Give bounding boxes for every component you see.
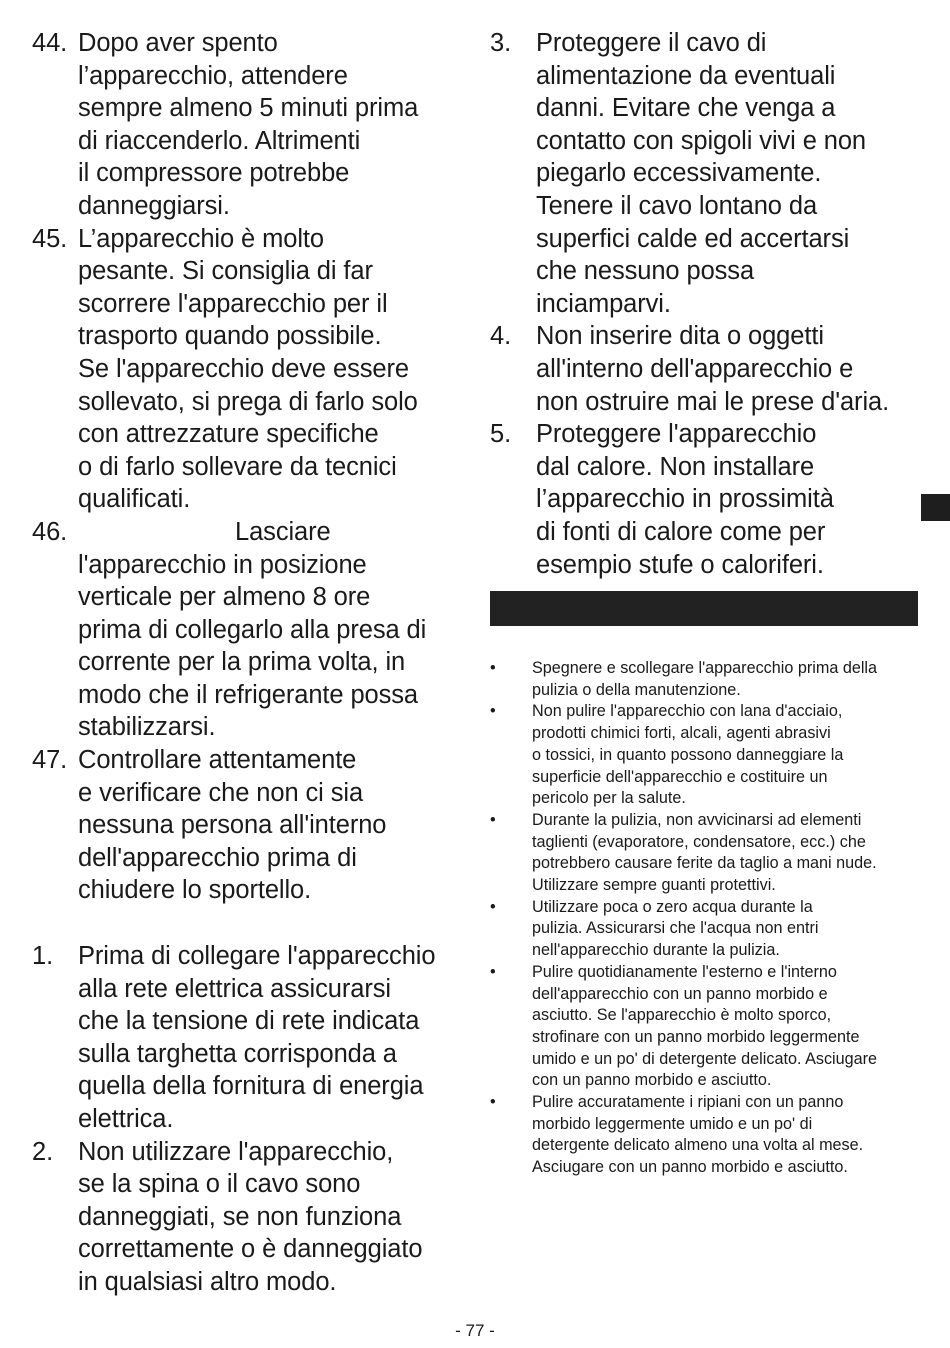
item-line: se la spina o il cavo sono bbox=[78, 1170, 361, 1199]
list-item-3 bbox=[490, 27, 922, 320]
right-column bbox=[490, 27, 922, 581]
item-line: dell'apparecchio con un panno morbido e bbox=[532, 984, 828, 1003]
item-line: non ostruire mai le prese d'aria. bbox=[536, 387, 890, 416]
item-line: prodotti chimici forti, alcali, agenti abrasivi bbox=[532, 724, 831, 743]
cleaning-list bbox=[490, 658, 920, 1179]
item-line: umido e un po' di detergente delicato. Asciugare bbox=[532, 1049, 878, 1068]
item-line: prima di collegarlo alla presa di bbox=[78, 615, 427, 644]
item-line: modo che il refrigerante possa bbox=[78, 680, 419, 709]
item-line: Utilizzare poca o zero acqua durante la bbox=[532, 897, 813, 916]
item-line: in qualsiasi altro modo. bbox=[78, 1267, 337, 1296]
item-line: Proteggere il cavo di bbox=[536, 29, 767, 57]
item-line: alimentazione da eventuali bbox=[536, 61, 836, 90]
item-line: Non pulire l'apparecchio con lana d'acciaio, bbox=[532, 702, 843, 721]
item-line: L’apparecchio è molto bbox=[78, 224, 324, 253]
item-line: nessuna persona all'interno bbox=[78, 811, 387, 840]
item-line: corrente per la prima volta, in bbox=[78, 648, 406, 677]
item-line: alla rete elettrica assicurarsi bbox=[78, 974, 391, 1003]
item-line: verticale per almeno 8 ore bbox=[78, 583, 371, 612]
item-line: dell'apparecchio prima di bbox=[78, 843, 357, 872]
list-item bbox=[490, 897, 920, 962]
item-line: e verificare che non ci sia bbox=[78, 778, 364, 807]
item-line: pulizia o della manutenzione. bbox=[532, 680, 741, 699]
bullet-icon: • bbox=[490, 1093, 496, 1112]
bullet-icon: • bbox=[490, 962, 496, 981]
safety-list-continued bbox=[32, 27, 464, 907]
item-number: 44. bbox=[32, 29, 68, 57]
item-line: sempre almeno 5 minuti prima bbox=[78, 94, 419, 123]
item-line: Non utilizzare l'apparecchio, bbox=[78, 1137, 394, 1166]
item-line: Pulire quotidianamente l'esterno e l'interno bbox=[532, 962, 837, 981]
page-edge-tab bbox=[921, 494, 950, 521]
item-line: pulizia. Assicurarsi che l'acqua non entri bbox=[532, 919, 819, 938]
list-item bbox=[490, 1092, 920, 1179]
bullet-icon: • bbox=[490, 810, 496, 829]
item-line: scorrere l'apparecchio per il bbox=[78, 289, 388, 318]
item-line: Spegnere e scollegare l'apparecchio prima della bbox=[532, 659, 878, 677]
item-line: Pulire accuratamente i ripiani con un panno bbox=[532, 1093, 844, 1112]
item-line: qualificati. bbox=[78, 485, 191, 514]
item-line: Asciugare con un panno morbido e asciutto. bbox=[532, 1158, 848, 1177]
item-line: nell'apparecchio durante la pulizia. bbox=[532, 941, 780, 960]
item-line: o tossici, in quanto possono danneggiare la bbox=[532, 745, 844, 764]
item-line: contatto con spigoli vivi e non bbox=[536, 126, 867, 155]
item-line: chiudere lo sportello. bbox=[78, 876, 312, 905]
item-line: stabilizzarsi. bbox=[78, 713, 216, 742]
list-item bbox=[490, 701, 920, 810]
item-line: danneggiati, se non funziona bbox=[78, 1202, 402, 1231]
list-item-46 bbox=[32, 516, 464, 744]
item-line: potrebbero causare ferite da taglio a mani nude. bbox=[532, 854, 877, 873]
list-item-45 bbox=[32, 223, 464, 516]
item-line: dal calore. Non installare bbox=[536, 452, 815, 481]
item-line: Tenere il cavo lontano da bbox=[536, 191, 818, 220]
bullet-icon: • bbox=[490, 702, 496, 721]
list-item-2 bbox=[32, 1136, 464, 1299]
item-number: 46. bbox=[32, 517, 68, 546]
item-line: che la tensione di rete indicata bbox=[78, 1007, 420, 1036]
item-line: Non inserire dita o oggetti bbox=[536, 322, 824, 351]
item-number: 2. bbox=[32, 1137, 54, 1166]
item-number: 4. bbox=[490, 322, 512, 351]
item-line: strofinare con un panno morbido leggermente bbox=[532, 1027, 860, 1046]
item-line: superfici calde ed accertarsi bbox=[536, 224, 850, 253]
item-line: quella della fornitura di energia bbox=[78, 1072, 424, 1101]
list-item bbox=[490, 810, 920, 897]
item-line: correttamente o è danneggiato bbox=[78, 1235, 423, 1264]
bullet-icon: • bbox=[490, 659, 496, 677]
item-line: danni. Evitare che venga a bbox=[536, 94, 836, 123]
item-number: 3. bbox=[490, 29, 512, 57]
item-line: pericolo per la salute. bbox=[532, 789, 686, 808]
item-line: di riaccenderlo. Altrimenti bbox=[78, 126, 361, 155]
item-line: esempio stufe o caloriferi. bbox=[536, 550, 824, 579]
list-item bbox=[490, 658, 920, 701]
item-line bbox=[78, 516, 464, 549]
item-number: 1. bbox=[32, 942, 54, 971]
item-number: 5. bbox=[490, 420, 512, 449]
item-number: 45. bbox=[32, 224, 68, 253]
item-line: l’apparecchio in prossimità bbox=[536, 485, 834, 514]
item-line: detergente delicato almeno una volta al mese. bbox=[532, 1136, 864, 1155]
item-line: il compressore potrebbe bbox=[78, 159, 350, 188]
item-line: Controllare attentamente bbox=[78, 746, 357, 775]
item-line: Proteggere l'apparecchio bbox=[536, 420, 817, 449]
item-line: inciamparvi. bbox=[536, 289, 671, 318]
bullet-icon: • bbox=[490, 897, 496, 916]
item-line: l’apparecchio, attendere bbox=[78, 61, 348, 90]
item-line: Durante la pulizia, non avvicinarsi ad elementi bbox=[532, 810, 862, 829]
item-line: danneggiarsi. bbox=[78, 191, 230, 220]
item-line: che nessuno possa bbox=[536, 257, 755, 286]
item-line: pesante. Si consiglia di far bbox=[78, 257, 373, 286]
item-line: con attrezzature specifiche bbox=[78, 420, 379, 449]
item-line: piegarlo eccessivamente. bbox=[536, 159, 822, 188]
item-number: 47. bbox=[32, 746, 68, 775]
list-item-4 bbox=[490, 320, 922, 418]
list-item-1 bbox=[32, 940, 464, 1136]
item-line: Prima di collegare l'apparecchio bbox=[78, 942, 436, 971]
item-line: con un panno morbido e asciutto. bbox=[532, 1071, 772, 1090]
page-number: - 77 - bbox=[455, 1321, 495, 1340]
item-line: Dopo aver spento bbox=[78, 29, 278, 57]
item-line: elettrica. bbox=[78, 1105, 174, 1133]
section-header-bar bbox=[490, 591, 918, 626]
electrical-safety-list bbox=[32, 940, 464, 1299]
list-item bbox=[490, 962, 920, 1092]
list-item-44 bbox=[32, 27, 464, 223]
item-line: l'apparecchio in posizione bbox=[78, 550, 367, 579]
item-line: sulla targhetta corrisponda a bbox=[78, 1039, 397, 1068]
list-item-5 bbox=[490, 418, 922, 581]
item-line: taglienti (evaporatore, condensatore, ecc.) che bbox=[532, 832, 866, 851]
item-line: Utilizzare sempre guanti protettivi. bbox=[532, 876, 776, 895]
section-spacer bbox=[32, 907, 464, 940]
item-lead-text: Lasciare bbox=[235, 517, 331, 546]
item-line: trasporto quando possibile. bbox=[78, 322, 382, 351]
item-line: o di farlo sollevare da tecnici bbox=[78, 452, 397, 481]
electrical-safety-list-continued bbox=[490, 27, 922, 581]
item-line: sollevato, si prega di farlo solo bbox=[78, 387, 418, 416]
item-line: morbido leggermente umido e un po' di bbox=[532, 1114, 813, 1133]
item-line: asciutto. Se l'apparecchio è molto sporco, bbox=[532, 1006, 832, 1025]
item-line: Se l'apparecchio deve essere bbox=[78, 354, 409, 383]
left-column bbox=[32, 27, 464, 1299]
item-line: superficie dell'apparecchio e costituire un bbox=[532, 767, 828, 786]
item-line: all'interno dell'apparecchio e bbox=[536, 354, 854, 383]
list-item-47 bbox=[32, 744, 464, 907]
item-line: di fonti di calore come per bbox=[536, 517, 826, 546]
